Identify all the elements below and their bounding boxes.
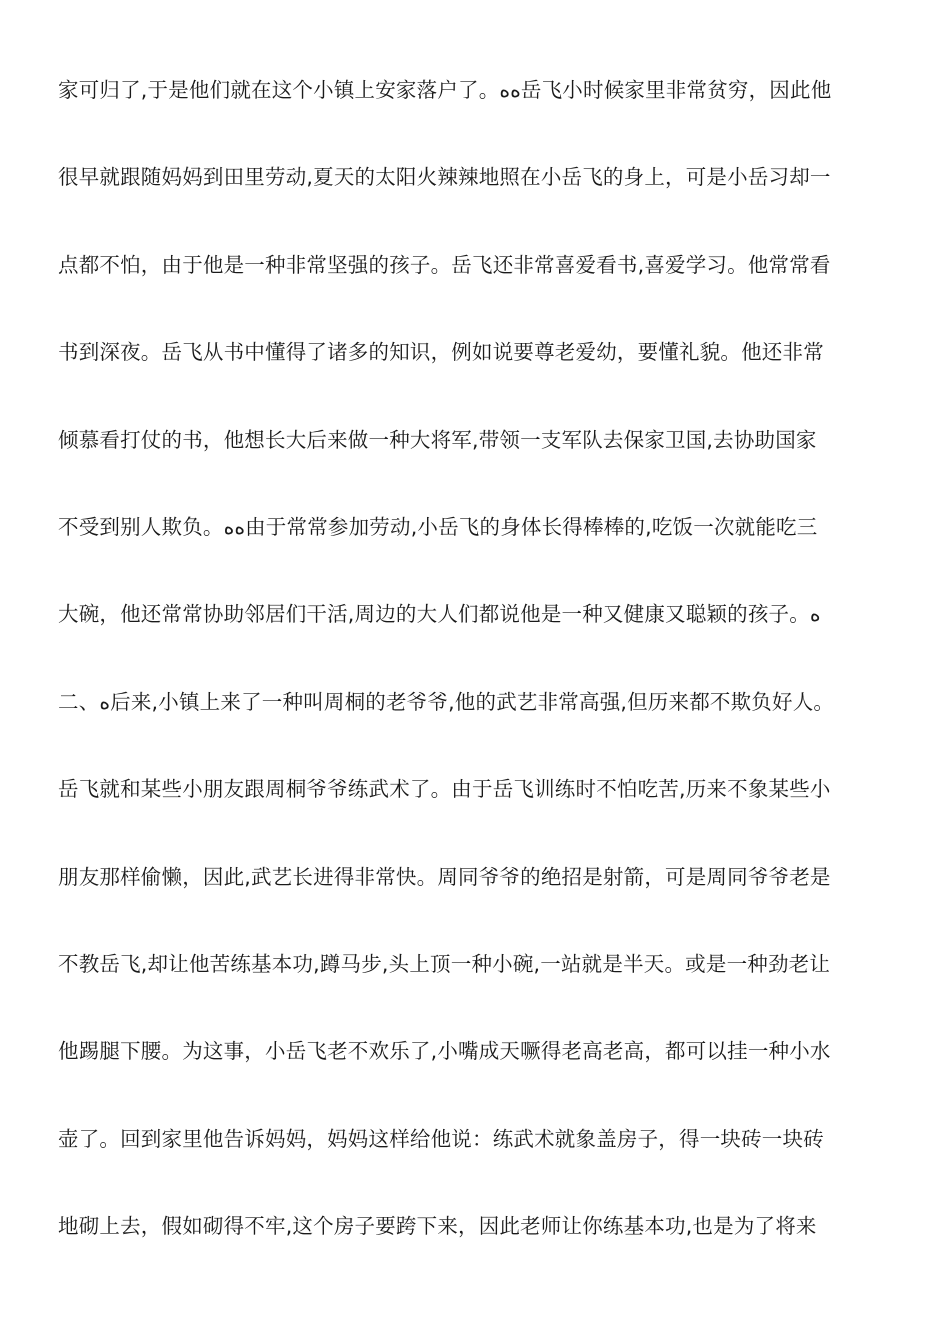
text-line-7: 大碗，他还常常协助邻居们干活,周边的大人们都说他是一种又健康又聪颖的孩子。ﻩ bbox=[58, 602, 821, 627]
text-line-14: 地砌上去，假如砌得不牢,这个房子要跨下来，因此老师让你练基本功,也是为了将来 bbox=[58, 1214, 817, 1239]
text-line-6: 不受到别人欺负。ﻩﻩ由于常常参加劳动,小岳飞的身体长得棒棒的,吃饭一次就能吃三 bbox=[58, 514, 818, 539]
text-line-12: 他踢腿下腰。为这事，小岳飞老不欢乐了,小嘴成天噘得老高老高，都可以挂一种小水 bbox=[58, 1039, 831, 1064]
text-line-9: 岳飞就和某些小朋友跟周桐爷爷练武术了。由于岳飞训练时不怕吃苦,历来不象某些小 bbox=[58, 777, 831, 802]
text-line-10: 朋友那样偷懒，因此,武艺长进得非常快。周同爷爷的绝招是射箭，可是周同爷爷老是 bbox=[58, 864, 831, 889]
text-line-13: 壶了。回到家里他告诉妈妈，妈妈这样给他说：练武术就象盖房子，得一块砖一块砖 bbox=[58, 1126, 824, 1151]
text-line-3: 点都不怕，由于他是一种非常坚强的孩子。岳飞还非常喜爱看书,喜爱学习。他常常看 bbox=[58, 252, 831, 277]
text-line-1: 家可归了,于是他们就在这个小镇上安家落户了。ﻩﻩ岳飞小时候家里非常贫穷，因此他 bbox=[58, 78, 832, 102]
text-line-2: 很早就跟随妈妈到田里劳动,夏天的太阳火辣辣地照在小岳飞的身上，可是小岳习却一 bbox=[58, 165, 831, 190]
text-line-4: 书到深夜。岳飞从书中懂得了诸多的知识，例如说要尊老爱幼，要懂礼貌。他还非常 bbox=[58, 340, 824, 365]
document-page bbox=[58, 72, 894, 1295]
text-line-11: 不教岳飞,却让他苦练基本功,蹲马步,头上顶一种小碗,一站就是半天。或是一种劲老让 bbox=[58, 951, 831, 976]
text-line-8: 二、ﻩ后来,小镇上来了一种叫周桐的老爷爷,他的武艺非常高强,但历来都不欺负好人。 bbox=[58, 689, 835, 714]
text-line-5: 倾慕看打仗的书，他想长大后来做一种大将军,带领一支军队去保家卫国,去协助国家 bbox=[58, 427, 817, 452]
